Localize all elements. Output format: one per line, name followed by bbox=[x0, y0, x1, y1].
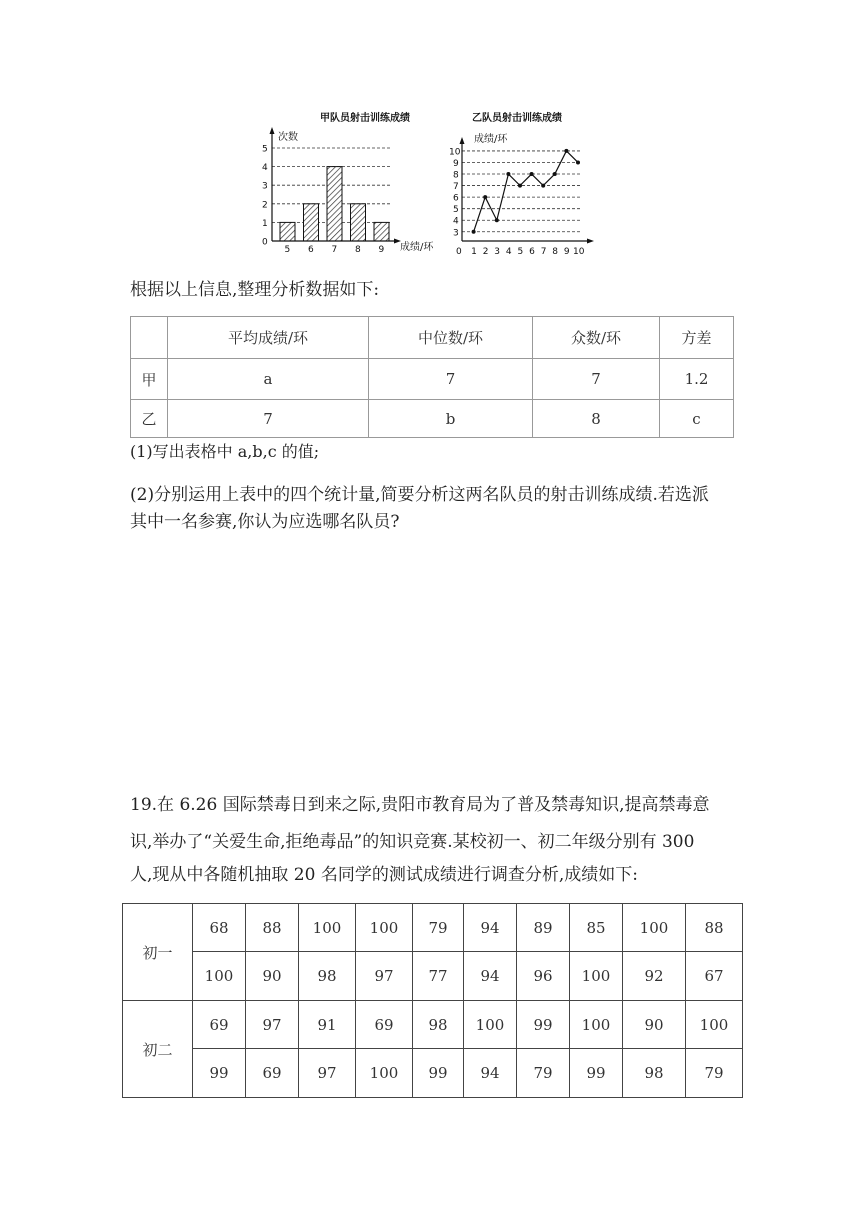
table-cell: 79 bbox=[517, 1049, 570, 1098]
table-cell: 100 bbox=[464, 1001, 517, 1049]
table-cell: a bbox=[168, 359, 369, 400]
table-cell: 7 bbox=[533, 359, 660, 400]
data-point bbox=[472, 230, 476, 234]
table-cell: 91 bbox=[299, 1001, 356, 1049]
y-tick-label: 4 bbox=[262, 163, 268, 174]
y-tick-label: 1 bbox=[262, 218, 268, 229]
table-cell: 1.2 bbox=[660, 359, 734, 400]
table-cell: 88 bbox=[686, 904, 743, 952]
table-cell: 8 bbox=[533, 400, 660, 438]
table-cell: 98 bbox=[413, 1001, 464, 1049]
table-cell: 100 bbox=[570, 952, 623, 1001]
x-tick-label: 7 bbox=[540, 247, 547, 257]
x-tick-label: 6 bbox=[308, 245, 314, 255]
intro-text: 根据以上信息,整理分析数据如下: bbox=[130, 280, 380, 300]
y-axis-label: 次数 bbox=[278, 132, 298, 143]
table-cell: 68 bbox=[193, 904, 246, 952]
question-2-line-1: (2)分别运用上表中的四个统计量,简要分析这两名队员的射击训练成绩.若选派 bbox=[130, 485, 709, 505]
question-19-line-1: 19.在 6.26 国际禁毒日到来之际,贵阳市教育局为了普及禁毒知识,提高禁毒意 bbox=[130, 795, 710, 815]
table-cell: c bbox=[660, 400, 734, 438]
y-tick-label: 6 bbox=[453, 193, 459, 204]
y-tick-label: 5 bbox=[262, 144, 268, 155]
data-point bbox=[576, 160, 580, 164]
x-tick-label: 0 bbox=[456, 247, 462, 257]
table-cell: 69 bbox=[246, 1049, 299, 1098]
table-cell: 100 bbox=[193, 952, 246, 1001]
scores-table bbox=[122, 903, 743, 1098]
x-tick-label: 5 bbox=[284, 245, 291, 255]
line-chart-yi bbox=[448, 108, 608, 258]
table-cell: 100 bbox=[356, 904, 413, 952]
table-header-row bbox=[131, 317, 734, 359]
x-tick-label: 4 bbox=[505, 247, 512, 257]
table-cell: 94 bbox=[464, 952, 517, 1001]
table-cell: 100 bbox=[356, 1049, 413, 1098]
x-axis-label: 成绩/环 bbox=[400, 242, 434, 253]
y-tick-label: 9 bbox=[453, 158, 459, 169]
table-cell: 98 bbox=[299, 952, 356, 1001]
table-cell: 100 bbox=[299, 904, 356, 952]
question-1: (1)写出表格中 a,b,c 的值; bbox=[130, 442, 320, 461]
y-tick-label: 3 bbox=[262, 181, 268, 192]
data-point bbox=[518, 184, 522, 188]
bar bbox=[280, 222, 295, 241]
y-axis-label: 成绩/环 bbox=[474, 134, 508, 145]
question-19-line-3: 人,现从中各随机抽取 20 名同学的测试成绩进行调查分析,成绩如下: bbox=[130, 865, 638, 885]
x-axis-arrow bbox=[587, 239, 594, 244]
table-cell: 77 bbox=[413, 952, 464, 1001]
table-cell: 67 bbox=[686, 952, 743, 1001]
table-cell: 99 bbox=[413, 1049, 464, 1098]
chart-title: 乙队员射击训练成绩 bbox=[472, 113, 562, 124]
table-cell: 69 bbox=[193, 1001, 246, 1049]
table-cell: 85 bbox=[570, 904, 623, 952]
table-row bbox=[123, 904, 743, 952]
table-cell: 90 bbox=[623, 1001, 686, 1049]
y-tick-label: 3 bbox=[453, 228, 459, 239]
x-tick-label: 9 bbox=[378, 245, 385, 255]
y-tick-label: 2 bbox=[262, 200, 268, 211]
header-cell: 平均成绩/环 bbox=[168, 317, 369, 359]
row-label: 甲 bbox=[131, 359, 168, 400]
table-cell: 99 bbox=[570, 1049, 623, 1098]
series-line bbox=[474, 151, 578, 232]
table-cell: 97 bbox=[356, 952, 413, 1001]
table-row bbox=[131, 359, 734, 400]
table-cell: 89 bbox=[517, 904, 570, 952]
y-axis-arrow bbox=[460, 137, 465, 144]
data-point bbox=[495, 218, 499, 222]
header-cell: 方差 bbox=[660, 317, 734, 359]
chart-title: 甲队员射击训练成绩 bbox=[320, 113, 410, 124]
x-tick-label: 2 bbox=[482, 247, 489, 257]
grade-label: 初二 bbox=[123, 1001, 193, 1098]
table-cell: 69 bbox=[356, 1001, 413, 1049]
header-cell: 中位数/环 bbox=[369, 317, 533, 359]
bar bbox=[374, 222, 389, 241]
x-tick-label: 5 bbox=[517, 247, 524, 257]
table-cell: b bbox=[369, 400, 533, 438]
bar bbox=[304, 204, 319, 241]
table-cell: 100 bbox=[623, 904, 686, 952]
table-cell: 99 bbox=[517, 1001, 570, 1049]
table-cell: 100 bbox=[570, 1001, 623, 1049]
x-tick-label: 10 bbox=[573, 247, 585, 257]
row-label: 乙 bbox=[131, 400, 168, 438]
y-tick-label: 0 bbox=[262, 237, 268, 248]
y-tick-label: 4 bbox=[453, 216, 459, 227]
table-cell: 79 bbox=[413, 904, 464, 952]
table-cell: 94 bbox=[464, 904, 517, 952]
x-tick-label: 7 bbox=[331, 245, 338, 255]
question-2-line-2: 其中一名参赛,你认为应选哪名队员? bbox=[130, 512, 400, 532]
table-cell: 7 bbox=[168, 400, 369, 438]
table-cell: 7 bbox=[369, 359, 533, 400]
table-cell: 96 bbox=[517, 952, 570, 1001]
table-cell: 92 bbox=[623, 952, 686, 1001]
table-cell: 98 bbox=[623, 1049, 686, 1098]
table-row bbox=[131, 400, 734, 438]
table-row bbox=[123, 952, 743, 1001]
bar bbox=[351, 204, 366, 241]
x-tick-label: 9 bbox=[563, 247, 570, 257]
question-19-line-2: 识,举办了“关爱生命,拒绝毒品”的知识竞赛.某校初一、初二年级分别有 300 bbox=[130, 832, 695, 852]
y-tick-label: 8 bbox=[453, 170, 459, 181]
y-tick-label: 7 bbox=[453, 182, 459, 193]
bar-chart-jia bbox=[258, 108, 450, 258]
y-tick-label: 10 bbox=[449, 147, 461, 158]
data-point bbox=[483, 195, 487, 199]
data-point bbox=[530, 172, 534, 176]
data-point bbox=[564, 149, 568, 153]
header-cell: 众数/环 bbox=[533, 317, 660, 359]
stats-table bbox=[130, 316, 734, 438]
table-cell: 97 bbox=[299, 1049, 356, 1098]
grade-label: 初一 bbox=[123, 904, 193, 1001]
table-cell: 79 bbox=[686, 1049, 743, 1098]
table-cell: 100 bbox=[686, 1001, 743, 1049]
x-tick-label: 3 bbox=[494, 247, 501, 257]
table-cell: 88 bbox=[246, 904, 299, 952]
y-axis-arrow bbox=[270, 127, 275, 134]
table-row bbox=[123, 1001, 743, 1049]
table-cell: 94 bbox=[464, 1049, 517, 1098]
bar bbox=[327, 167, 342, 241]
x-tick-label: 6 bbox=[529, 247, 535, 257]
data-point bbox=[506, 172, 510, 176]
table-row bbox=[123, 1049, 743, 1098]
x-tick-label: 8 bbox=[552, 247, 559, 257]
data-point bbox=[553, 172, 557, 176]
data-point bbox=[541, 184, 545, 188]
x-tick-label: 8 bbox=[355, 245, 361, 255]
table-cell: 97 bbox=[246, 1001, 299, 1049]
table-cell: 99 bbox=[193, 1049, 246, 1098]
table-cell: 90 bbox=[246, 952, 299, 1001]
header-cell bbox=[131, 317, 168, 359]
x-tick-label: 1 bbox=[471, 247, 477, 257]
y-tick-label: 5 bbox=[453, 205, 459, 216]
